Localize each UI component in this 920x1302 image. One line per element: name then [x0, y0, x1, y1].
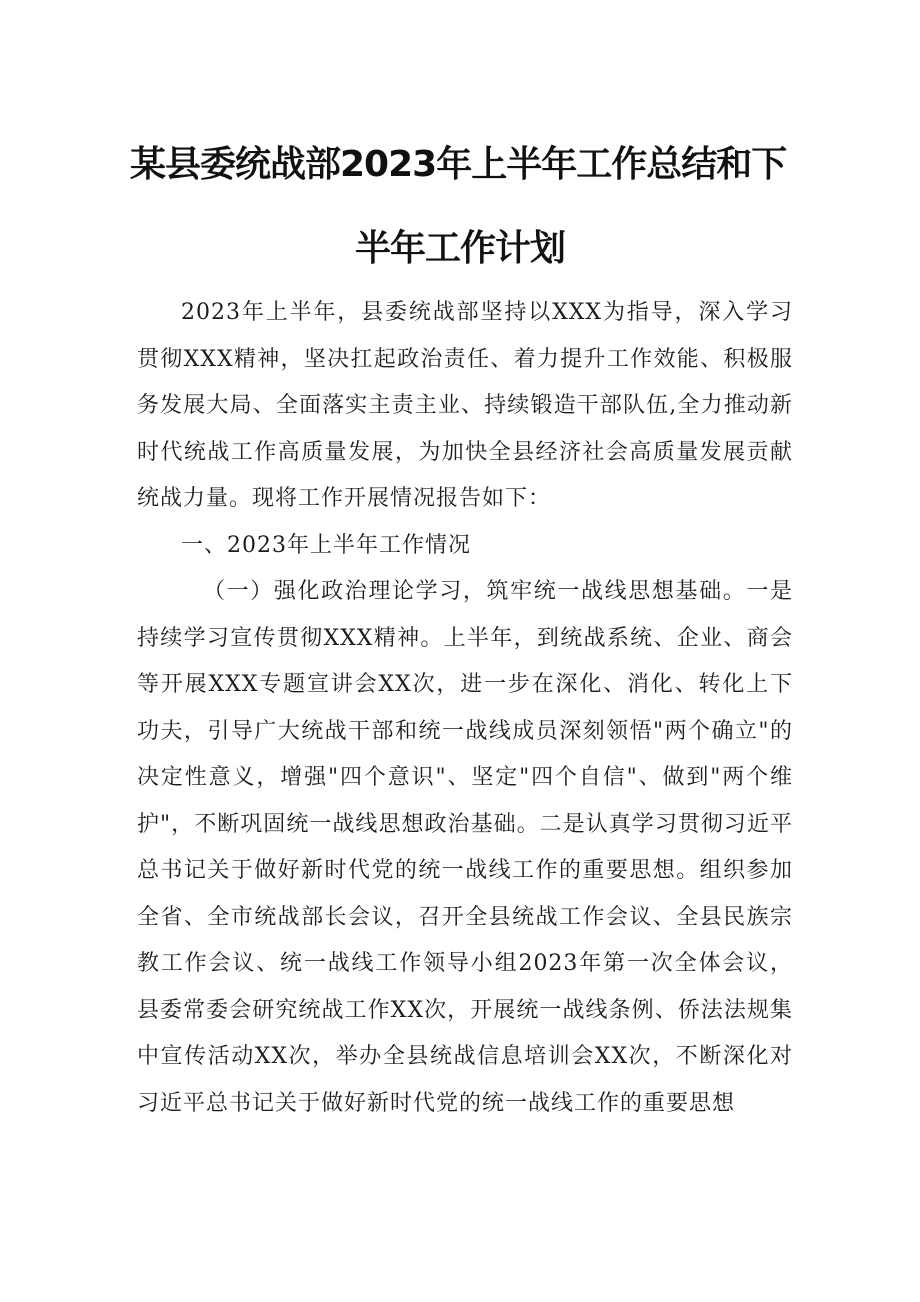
section-paragraph: （一）强化政治理论学习，筑牢统一战线思想基础。一是持续学习宣传贯彻XXX精神。上半年，到统战系统、企业、商会等开展XXX专题宣讲会XX次，进一步在深化、消化、转化上下功夫，引导广大统战干部和统一战线成员深刻领悟"两个确立"的决定性意义，增强"四个意识"、坚定"四个自信"、做到"两个维护"，不断巩固统一战线思想政治基础。二是认真学习贯彻习近平总书记关于做好新时代党的统一战线工作的重要思想。组织参加全省、全市统战部长会议，召开全县统战工作会议、全县民族宗教工作会议、统一战线工作领导小组2023年第一次全体会议，县委常委会研究统战工作XX次，开展统一战线条例、侨法法规集中宣传活动XX次，举办全县统战信息培训会XX次，不断深化对习近平总书记关于做好新时代党的统一战线工作的重要思想	[137, 579, 793, 1116]
document-body	[137, 290, 793, 1127]
document-title-line-2: 半年工作计划	[354, 228, 565, 269]
document-title-line-1: 某县委统战部2023年上半年工作总结和下	[130, 144, 787, 185]
section-heading: 一、2023年上半年工作情况	[181, 532, 471, 558]
intro-paragraph: 2023年上半年，县委统战部坚持以XXX为指导，深入学习贯彻XXX精神，坚决扛起政治责任、着力提升工作效能、积极服务发展大局、全面落实主责主业、持续锻造干部队伍,全力推动新时代统战工作高质量发展，为加快全县经济社会高质量发展贡献统战力量。现将工作开展情况报告如下：	[137, 300, 793, 511]
